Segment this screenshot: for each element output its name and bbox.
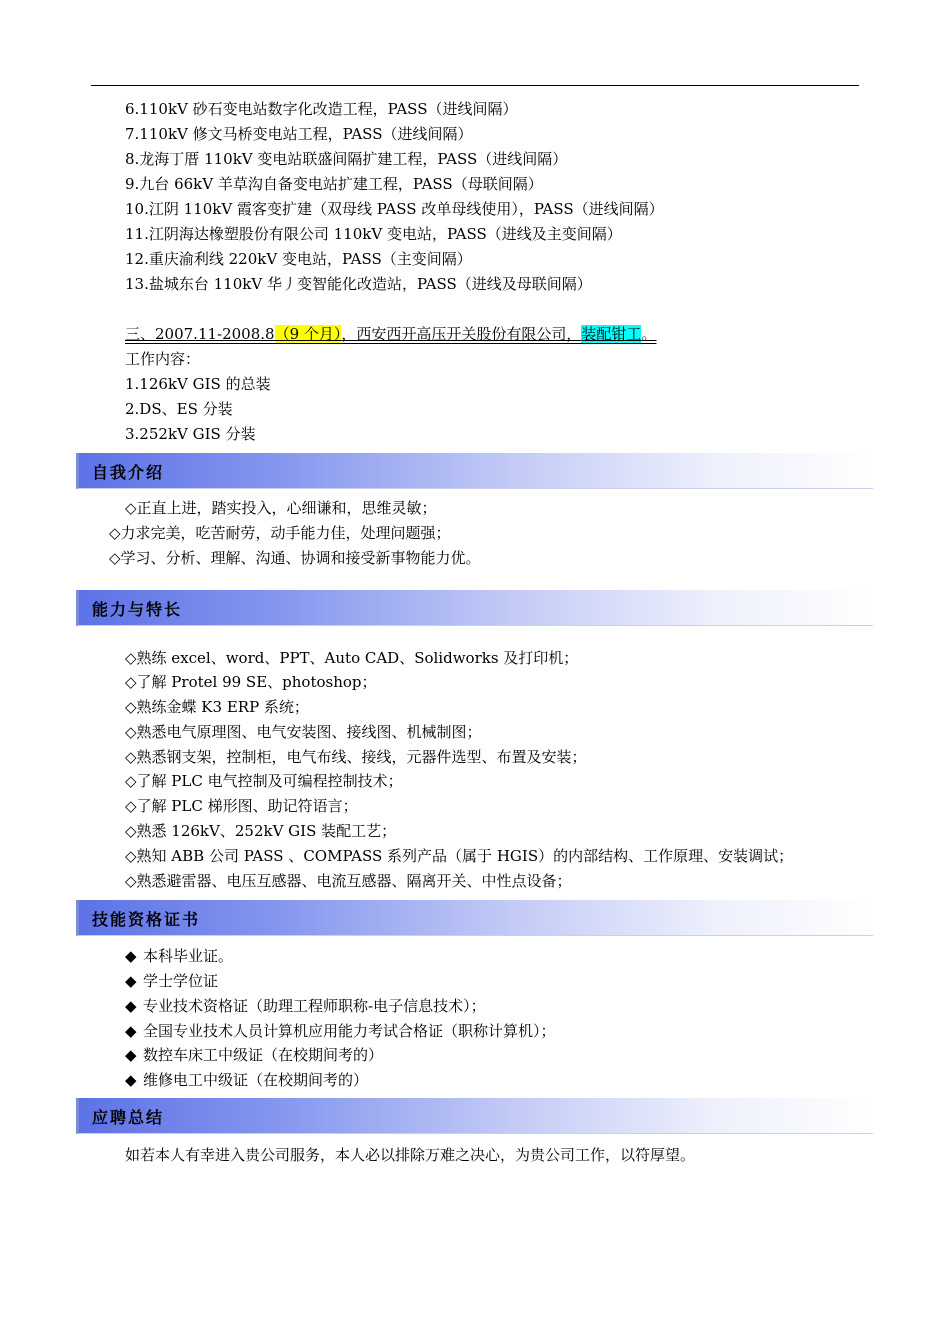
- header-rule: [91, 85, 859, 86]
- job-role: 装配钳工: [581, 325, 642, 343]
- skill-item: ◇了解 Protel 99 SE、photoshop；: [125, 673, 377, 691]
- cert-item: [125, 1045, 383, 1065]
- project-item: 12.重庆渝利线 220kV 变电站，PASS（主变间隔）: [125, 250, 472, 268]
- skill-item: ◇熟知 ABB 公司 PASS 、COMPASS 系列产品（属于 HGIS）的内部结构、工作原理、安装调试；: [125, 847, 794, 865]
- cert-item: [125, 1021, 556, 1041]
- job-end: 。: [641, 325, 657, 343]
- skill-item: ◇了解 PLC 梯形图、助记符语言；: [125, 797, 358, 815]
- project-item: 7.110kV 修文马桥变电站工程，PASS（进线间隔）: [125, 125, 473, 143]
- section-band-skills: [76, 590, 873, 626]
- cert-item: [125, 996, 486, 1016]
- skill-item: ◇熟悉 126kV、252kV GIS 装配工艺；: [125, 822, 397, 840]
- job-duration: （9 个月）: [274, 325, 342, 343]
- intro-item: ◇力求完美，吃苦耐劳，动手能力佳，处理问题强；: [109, 524, 451, 542]
- project-item: 10.江阴 110kV 霞客变扩建（双母线 PASS 改单母线使用），PASS（进线间隔）: [125, 200, 664, 218]
- diamond-bullet-icon: ◆: [125, 997, 137, 1015]
- project-item: 6.110kV 砂石变电站数字化改造工程，PASS（进线间隔）: [125, 100, 518, 118]
- intro-item: ◇正直上进，踏实投入，心细谦和，思维灵敏；: [125, 499, 437, 517]
- job-heading: [125, 324, 656, 344]
- job-content-label: 工作内容：: [125, 350, 201, 368]
- diamond-bullet-icon: ◆: [125, 1046, 137, 1064]
- skill-item: ◇熟练 excel、word、PPT、Auto CAD、Solidworks 及打印机；: [125, 649, 579, 667]
- skill-item: ◇熟练金蝶 K3 ERP 系统；: [125, 698, 309, 716]
- cert-item: [125, 971, 218, 991]
- project-item: 13.盐城东台 110kV 华丿变智能化改造站，PASS（进线及母联间隔）: [125, 275, 592, 293]
- job-duty: 3.252kV GIS 分装: [125, 425, 256, 443]
- diamond-bullet-icon: ◆: [125, 1022, 137, 1040]
- cert-text: 维修电工中级证（在校期间考的）: [143, 1071, 369, 1089]
- cert-text: 数控车床工中级证（在校期间考的）: [143, 1046, 384, 1064]
- project-item: 11.江阴海达橡塑股份有限公司 110kV 变电站，PASS（进线及主变间隔）: [125, 225, 622, 243]
- diamond-bullet-icon: ◆: [125, 1071, 137, 1089]
- cert-text: 专业技术资格证（助理工程师职称-电子信息技术）；: [143, 997, 486, 1015]
- cert-text: 本科毕业证。: [143, 947, 234, 965]
- cert-item: [125, 946, 233, 966]
- section-title-certs: 技能资格证书: [92, 910, 201, 929]
- cert-text: 学士学位证: [143, 972, 219, 990]
- cert-text: 全国专业技术人员计算机应用能力考试合格证（职称计算机）；: [143, 1022, 556, 1040]
- summary-text: 如若本人有幸进入贵公司服务，本人必以排除万难之决心，为贵公司工作，以符厚望。: [125, 1146, 696, 1164]
- skill-item: ◇熟悉避雷器、电压互感器、电流互感器、隔离开关、中性点设备；: [125, 872, 572, 890]
- skill-item: ◇熟悉钢支架，控制柜，电气布线、接线，元器件选型、布置及安装；: [125, 748, 587, 766]
- section-title-summary: 应聘总结: [92, 1108, 165, 1127]
- project-item: 8.龙海丁厝 110kV 变电站联盛间隔扩建工程，PASS（进线间隔）: [125, 150, 568, 168]
- section-title-skills: 能力与特长: [92, 600, 183, 619]
- cert-item: [125, 1070, 368, 1090]
- diamond-bullet-icon: ◆: [125, 947, 137, 965]
- section-band-certs: [76, 900, 873, 936]
- section-band-intro: [76, 453, 873, 489]
- job-duty: 2.DS、ES 分装: [125, 400, 233, 418]
- intro-item: ◇学习、分析、理解、沟通、协调和接受新事物能力优。: [109, 549, 481, 567]
- diamond-bullet-icon: ◆: [125, 972, 137, 990]
- skill-item: ◇熟悉电气原理图、电气安装图、接线图、机械制图；: [125, 723, 482, 741]
- job-duty: 1.126kV GIS 的总装: [125, 375, 271, 393]
- project-item: 9.九台 66kV 羊草沟自备变电站扩建工程，PASS（母联间隔）: [125, 175, 543, 193]
- section-band-summary: [76, 1098, 873, 1134]
- job-company: ，西安西开高压开关股份有限公司，: [341, 325, 582, 343]
- skill-item: ◇了解 PLC 电气控制及可编程控制技术；: [125, 772, 403, 790]
- section-title-intro: 自我介绍: [92, 463, 165, 482]
- job-period: 三、2007.11-2008.8: [125, 325, 275, 343]
